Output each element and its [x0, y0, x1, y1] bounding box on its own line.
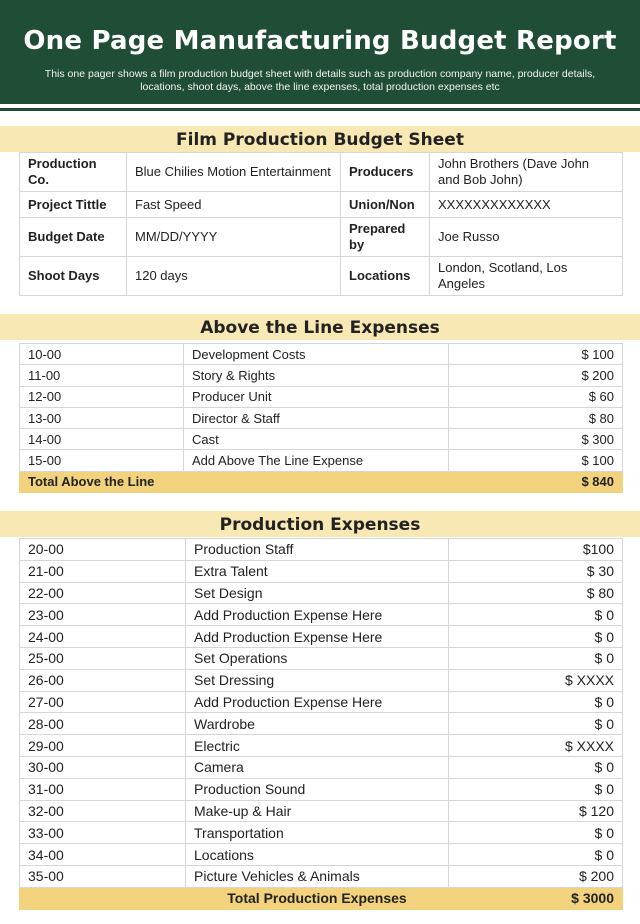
expense-item: Set Dressing	[186, 669, 449, 691]
expense-amount: $ 100	[449, 450, 623, 471]
expense-row	[20, 365, 623, 386]
expense-amount: $ XXXX	[449, 669, 623, 691]
info-value: John Brothers (Dave John and Bob John)	[430, 153, 623, 192]
expense-amount: $ 120	[449, 800, 623, 822]
info-label: Production Co.	[20, 153, 127, 192]
info-row	[20, 153, 623, 192]
total-spacer	[20, 887, 186, 909]
report-header	[0, 0, 640, 104]
info-value: 120 days	[127, 257, 341, 296]
expense-row	[20, 844, 623, 866]
expense-amount: $ 30	[449, 560, 623, 582]
info-value: XXXXXXXXXXXXX	[430, 192, 623, 218]
expense-row	[20, 560, 623, 582]
expense-code: 29-00	[20, 735, 186, 757]
expense-item: Development Costs	[184, 344, 449, 365]
expense-amount: $ 0	[449, 844, 623, 866]
expense-amount: $ 0	[449, 647, 623, 669]
header-divider	[0, 108, 640, 111]
expense-item: Cast	[184, 429, 449, 450]
expense-row	[20, 691, 623, 713]
expense-row	[20, 626, 623, 648]
expense-code: 13-00	[20, 407, 184, 428]
expense-amount: $100	[449, 539, 623, 561]
expense-item: Picture Vehicles & Animals	[186, 865, 449, 887]
expense-code: 20-00	[20, 539, 186, 561]
expense-item: Director & Staff	[184, 407, 449, 428]
expense-row	[20, 669, 623, 691]
expense-item: Transportation	[186, 822, 449, 844]
budget-sheet-heading: Film Production Budget Sheet	[0, 126, 640, 152]
info-label: Budget Date	[20, 218, 127, 257]
expense-row	[20, 539, 623, 561]
expense-amount: $ 0	[449, 691, 623, 713]
budget-sheet-table	[19, 152, 623, 296]
expense-row	[20, 735, 623, 757]
expense-amount: $ 80	[449, 582, 623, 604]
expense-code: 33-00	[20, 822, 186, 844]
expense-row	[20, 756, 623, 778]
info-value: MM/DD/YYYY	[127, 218, 341, 257]
expense-code: 26-00	[20, 669, 186, 691]
expense-amount: $ 100	[449, 344, 623, 365]
info-label: Shoot Days	[20, 257, 127, 296]
expense-code: 11-00	[20, 365, 184, 386]
total-row	[20, 471, 623, 492]
expense-row	[20, 865, 623, 887]
info-label: Project Tittle	[20, 192, 127, 218]
info-row	[20, 257, 623, 296]
expense-amount: $ 200	[449, 865, 623, 887]
page-title: One Page Manufacturing Budget Report	[23, 26, 617, 56]
expense-item: Set Operations	[186, 647, 449, 669]
expense-code: 21-00	[20, 560, 186, 582]
expense-item: Set Design	[186, 582, 449, 604]
expense-code: 28-00	[20, 713, 186, 735]
expense-row	[20, 450, 623, 471]
expense-amount: $ 0	[449, 822, 623, 844]
expense-row	[20, 800, 623, 822]
expense-amount: $ 60	[449, 386, 623, 407]
production-heading: Production Expenses	[0, 511, 640, 537]
expense-code: 27-00	[20, 691, 186, 713]
expense-row	[20, 429, 623, 450]
expense-row	[20, 344, 623, 365]
expense-item: Producer Unit	[184, 386, 449, 407]
expense-code: 23-00	[20, 604, 186, 626]
expense-code: 12-00	[20, 386, 184, 407]
expense-code: 35-00	[20, 865, 186, 887]
expense-code: 30-00	[20, 756, 186, 778]
expense-row	[20, 582, 623, 604]
expense-amount: $ 0	[449, 778, 623, 800]
expense-row	[20, 604, 623, 626]
expense-code: 34-00	[20, 844, 186, 866]
total-row	[20, 887, 623, 909]
expense-item: Add Production Expense Here	[186, 604, 449, 626]
expense-item: Locations	[186, 844, 449, 866]
info-label: Union/Non	[341, 192, 430, 218]
expense-amount: $ 0	[449, 756, 623, 778]
expense-code: 10-00	[20, 344, 184, 365]
info-value: Blue Chilies Motion Entertainment	[127, 153, 341, 192]
info-value: Fast Speed	[127, 192, 341, 218]
expense-item: Production Sound	[186, 778, 449, 800]
expense-amount: $ 200	[449, 365, 623, 386]
expense-item: Production Staff	[186, 539, 449, 561]
expense-amount: $ 80	[449, 407, 623, 428]
expense-code: 24-00	[20, 626, 186, 648]
info-label: Producers	[341, 153, 430, 192]
expense-item: Extra Talent	[186, 560, 449, 582]
expense-code: 15-00	[20, 450, 184, 471]
total-amount: $ 840	[449, 471, 623, 492]
expense-item: Add Above The Line Expense	[184, 450, 449, 471]
expense-item: Add Production Expense Here	[186, 691, 449, 713]
above-line-heading: Above the Line Expenses	[0, 314, 640, 340]
info-value: London, Scotland, Los Angeles	[430, 257, 623, 296]
info-row	[20, 218, 623, 257]
expense-item: Camera	[186, 756, 449, 778]
production-table	[19, 538, 623, 910]
total-amount: $ 3000	[449, 887, 623, 909]
expense-row	[20, 647, 623, 669]
total-label: Total Above the Line	[20, 471, 449, 492]
expense-amount: $ 300	[449, 429, 623, 450]
expense-code: 25-00	[20, 647, 186, 669]
expense-code: 14-00	[20, 429, 184, 450]
expense-item: Make-up & Hair	[186, 800, 449, 822]
expense-amount: $ 0	[449, 713, 623, 735]
expense-code: 22-00	[20, 582, 186, 604]
expense-row	[20, 713, 623, 735]
expense-code: 31-00	[20, 778, 186, 800]
expense-row	[20, 386, 623, 407]
expense-amount: $ 0	[449, 626, 623, 648]
expense-amount: $ 0	[449, 604, 623, 626]
expense-item: Add Production Expense Here	[186, 626, 449, 648]
expense-item: Story & Rights	[184, 365, 449, 386]
expense-item: Wardrobe	[186, 713, 449, 735]
expense-item: Electric	[186, 735, 449, 757]
above-line-table	[19, 343, 623, 493]
expense-amount: $ XXXX	[449, 735, 623, 757]
info-label: Locations	[341, 257, 430, 296]
info-value: Joe Russo	[430, 218, 623, 257]
expense-row	[20, 407, 623, 428]
info-label: Prepared by	[341, 218, 430, 257]
total-label: Total Production Expenses	[186, 887, 449, 909]
page-subtitle: This one pager shows a film production budget sheet with details such as production company name, producer details, locations, shoot days, above the line expenses, total production expenses etc	[44, 68, 596, 93]
expense-code: 32-00	[20, 800, 186, 822]
info-row	[20, 192, 623, 218]
expense-row	[20, 778, 623, 800]
expense-row	[20, 822, 623, 844]
